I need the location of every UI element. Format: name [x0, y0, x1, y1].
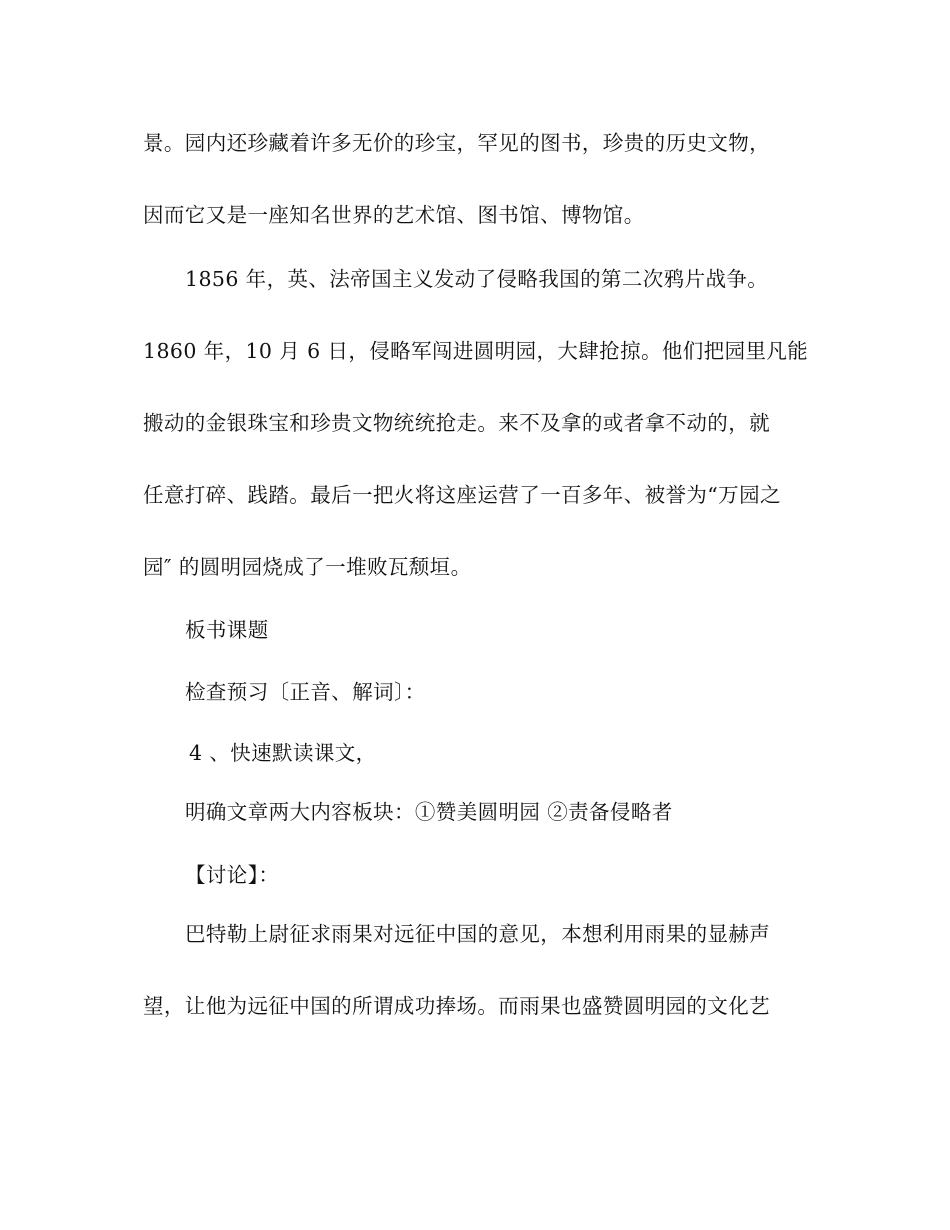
text-line: 搬动的金银珠宝和珍贵文物统统抢走。来不及拿的或者拿不动的，就 — [143, 411, 770, 435]
text-line: 巴特勒上尉征求雨果对远征中国的意见，本想利用雨果的显赫声 — [185, 922, 771, 946]
text-line: 园″ 的圆明园烧成了一堆败瓦颓垣。 — [143, 555, 472, 579]
section-heading: 板书课题 — [185, 618, 269, 642]
text-line: 1856 年，英、法帝国主义发动了侵略我国的第二次鸦片战争。 — [185, 267, 769, 291]
list-item: 4 、快速默读课文， — [189, 741, 377, 765]
text-line: 因而它又是一座知名世界的艺术馆、图书馆、博物馆。 — [143, 203, 645, 227]
text-line: 检查预习〔正音、解词〕： — [185, 680, 426, 704]
section-heading: 【讨论】： — [185, 863, 280, 887]
text-line: 任意打碎、践踏。最后一把火将这座运营了一百多年、被誉为“万园之 — [143, 483, 781, 507]
text-line: 景。园内还珍藏着许多无价的珍宝，罕见的图书，珍贵的历史文物， — [143, 131, 770, 155]
text-line: 望，让他为远征中国的所谓成功捧场。而雨果也盛赞圆明园的文化艺 — [143, 994, 770, 1018]
text-line: 1860 年，10 月 6 日，侵略军闯进圆明园，大肆抢掠。他们把园里凡能 — [143, 339, 809, 363]
text-line: 明确文章两大内容板块：①赞美圆明园 ②责备侵略者 — [185, 800, 673, 824]
